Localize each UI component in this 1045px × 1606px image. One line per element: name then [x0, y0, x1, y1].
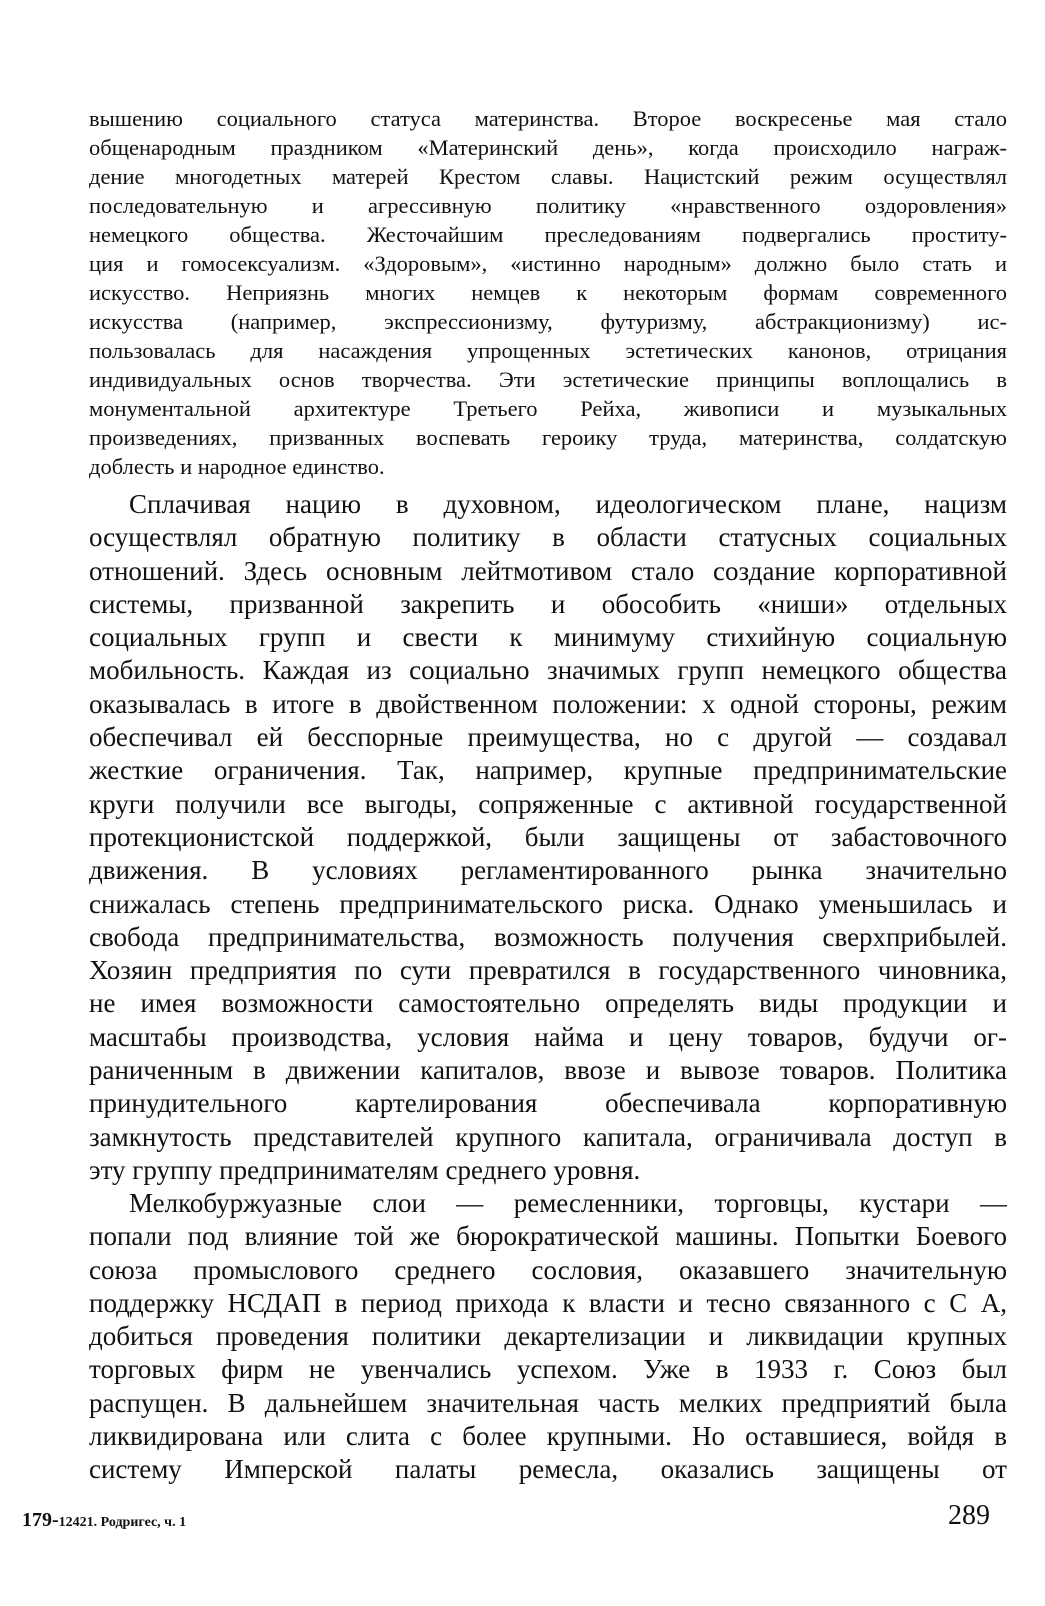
text-line: искусство. Неприязнь многих немцев к некоторым формам современного: [89, 280, 1007, 305]
text-line: произведениях, призванных воспевать героику труда, материнства, солдатскую: [89, 425, 1007, 450]
text-line: общенародным праздником «Материнский день», когда происходило награж-: [89, 135, 1007, 160]
text-line: ция и гомосексуализм. «Здоровым», «истинно народным» должно было стать и: [89, 251, 1007, 276]
text-line: эту группу предпринимателям среднего уровня.: [89, 1154, 641, 1185]
printer-signature: [22, 1509, 186, 1532]
signature-text: 12421. Родригес, ч. 1: [58, 1515, 187, 1530]
page-number: 289: [948, 1500, 990, 1531]
text-line: вышению социального статуса материнства. Второе воскресенье мая стало: [89, 106, 1007, 131]
text-line: осуществлял обратную политику в области статусных социальных: [89, 522, 1007, 553]
text-line: мобильность. Каждая из социально значимых групп немецкого общества: [89, 655, 1007, 686]
text-line: снижалась степень предпринимательского риска. Однако уменьшилась и: [89, 888, 1007, 919]
text-line: не имея возможности самостоятельно определять виды продукции и: [89, 988, 1007, 1019]
text-line: круги получили все выгоды, сопряженные с активной государственной: [89, 788, 1007, 819]
paragraph-3: [89, 1187, 1007, 1487]
text-line: Мелкобуржуазные слои — ремесленники, торговцы, кустари —: [129, 1188, 1007, 1218]
text-line: жесткие ограничения. Так, например, крупные предпринимательские: [89, 755, 1007, 786]
signature-number: 179-: [22, 1509, 59, 1531]
text-line: масштабы производства, условия найма и цену товаров, будучи ог-: [89, 1021, 1007, 1052]
text-line: доблесть и народное единство.: [89, 454, 385, 479]
text-line: добиться проведения политики декартелизации и ликвидации крупных: [89, 1321, 1007, 1352]
text-line: протекционистской поддержкой, были защищены от забастовочного: [89, 821, 1007, 852]
text-line: систему Имперской палаты ремесла, оказались защищены от: [89, 1454, 1007, 1485]
text-line: оказывалась в итоге в двойственном положении: х одной стороны, режим: [89, 688, 1007, 719]
text-line: ликвидирована или слита с более крупными. Но оставшиеся, войдя в: [89, 1421, 1007, 1452]
text-line: индивидуальных основ творчества. Эти эстетические принципы воплощались в: [89, 367, 1007, 392]
text-line: последовательную и агрессивную политику «нравственного оздоровления»: [89, 193, 1007, 218]
text-line: раниченным в движении капиталов, ввозе и вывозе товаров. Политика: [89, 1055, 1007, 1086]
text-line: распущен. В дальнейшем значительная часть мелких предприятий была: [89, 1387, 1007, 1418]
text-line: социальных групп и свести к минимуму стихийную социальную: [89, 622, 1007, 653]
text-line: пользовалась для насаждения упрощенных эстетических канонов, отрицания: [89, 338, 1007, 363]
text-line: обеспечивал ей бесспорные преимущества, но с другой — создавал: [89, 722, 1007, 753]
paragraph-2: [89, 488, 1007, 1187]
text-line: искусства (например, экспрессионизму, футуризму, абстракционизму) ис-: [89, 309, 1007, 334]
text-line: свобода предпринимательства, возможность получения сверхприбылей.: [89, 921, 1007, 952]
text-line: торговых фирм не увенчались успехом. Уже в 1933 г. Союз был: [89, 1354, 1007, 1385]
text-line: Сплачивая нацию в духовном, идеологическом плане, нацизм: [129, 489, 1007, 519]
text-line: монументальной архитектуре Третьего Рейха, живописи и музыкальных: [89, 396, 1007, 421]
text-line: замкнутость представителей крупного капитала, ограничивала доступ в: [89, 1121, 1007, 1152]
text-line: поддержку НСДАП в период прихода к власти и тесно связанного с С А,: [89, 1287, 1007, 1318]
paragraph-1: [89, 104, 1007, 481]
text-line: попали под влияние той же бюрократической машины. Попытки Боевого: [89, 1221, 1007, 1252]
text-line: Хозяин предприятия по сути превратился в государственного чиновника,: [89, 955, 1007, 986]
text-line: движения. В условиях регламентированного рынка значительно: [89, 855, 1007, 886]
text-line: немецкого общества. Жесточайшим преследованиям подвергались проститу-: [89, 222, 1007, 247]
text-line: принудительного картелирования обеспечивала корпоративную: [89, 1088, 1007, 1119]
text-line: дение многодетных матерей Крестом славы. Нацистский режим осуществлял: [89, 164, 1007, 189]
text-line: отношений. Здесь основным лейтмотивом стало создание корпоративной: [89, 555, 1007, 586]
text-line: системы, призванной закрепить и обособить «ниши» отдельных: [89, 588, 1007, 619]
text-line: союза промыслового среднего сословия, оказавшего значительную: [89, 1254, 1007, 1285]
